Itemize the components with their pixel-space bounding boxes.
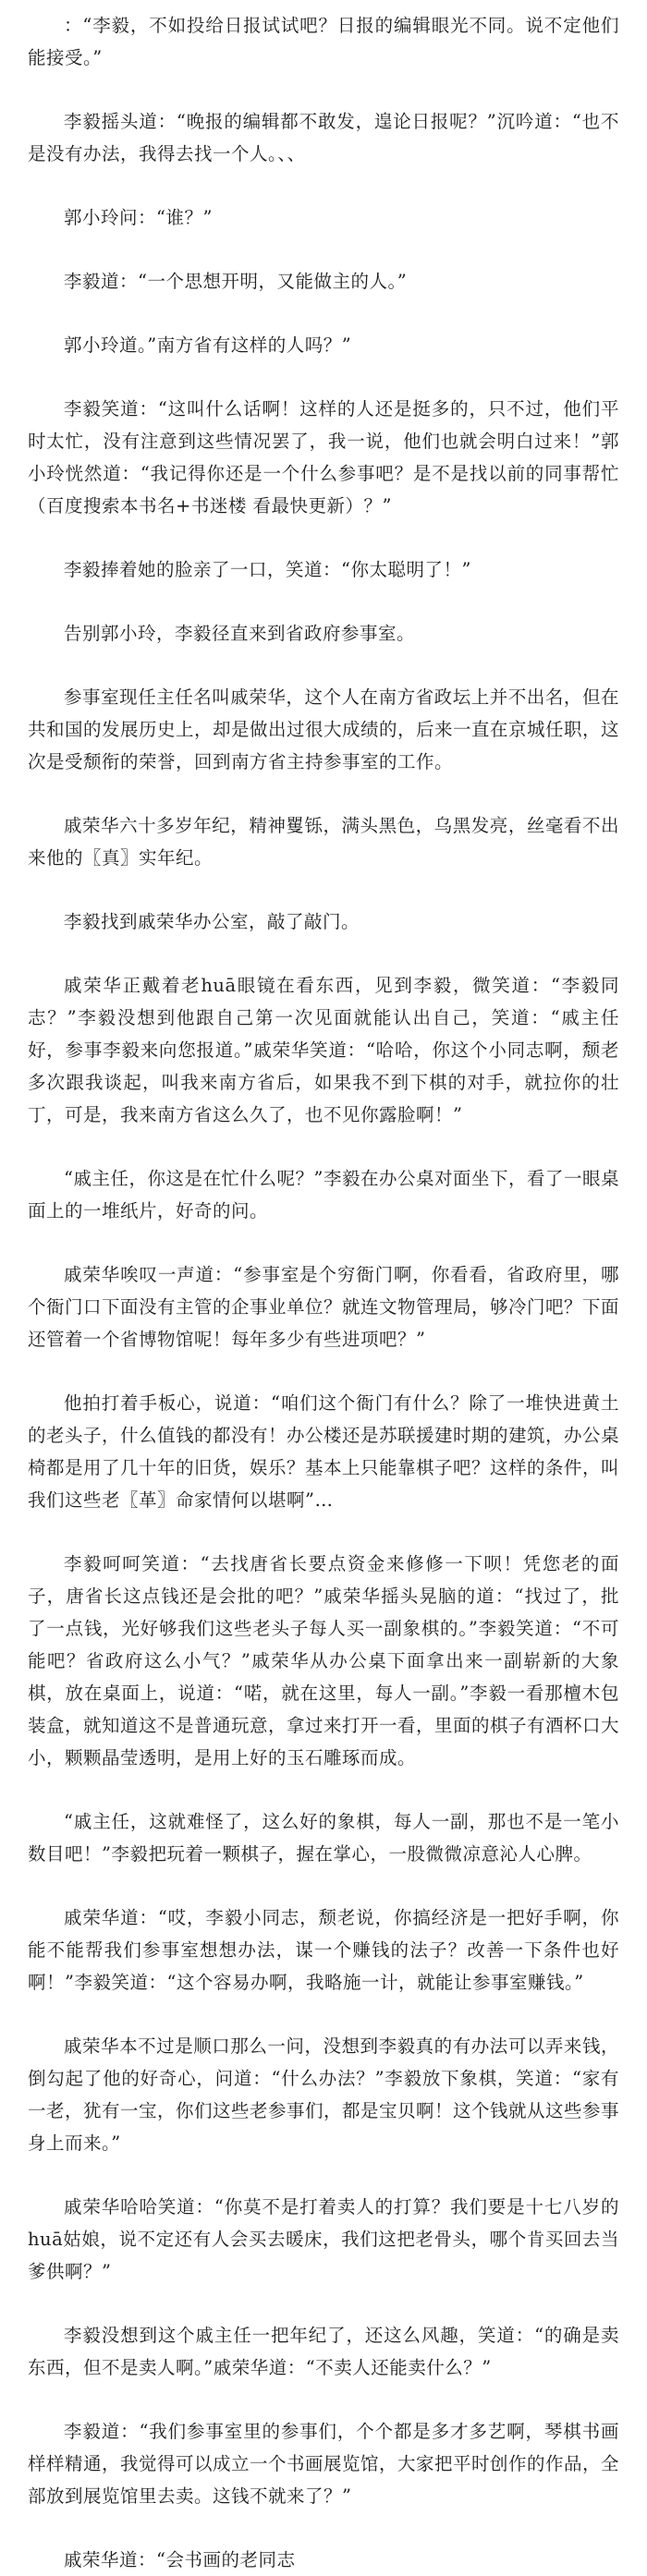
paragraph: 李毅摇头道：“晚报的编辑都不敢发，遑论日报呢？”沉吟道：“也不是没有办法，我得去找一个人。、、 (28, 111, 619, 164)
paragraph: 戚荣华道：“会书画的老同志 (64, 2549, 296, 2570)
paragraph: 告别郭小玲，李毅径直来到省政府参事室。 (64, 623, 416, 644)
paragraph: 参事室现任主任名叫戚荣华，这个人在南方省政坛上并不出名，但在共和国的发展历史上，却是做出过很大成绩的，后来一直在京城任职，这次是受颓衔的荣誉，回到南方省主持参事室的工作。 (28, 687, 620, 772)
paragraph: 李毅道：“我们参事室里的参事们，个个都是多才多艺啊，琴棋书画样样精通，我觉得可以成立一个书画展览馆，大家把平时创作的作品，全部放到展览馆里去卖。这钱不就来了？” (28, 2421, 620, 2507)
paragraph: 他拍打着手板心，说道：“咱们这个衙门有什么？除了一堆快进黄土的老头子，什么值钱的都没有！办公楼还是苏联援建时期的建筑，办公桌椅都是用了几十年的旧货，娱乐？基本上只能靠棋子吧？这样的条件，叫我们这些老〖革〗命家情何以堪啊”… (28, 1392, 620, 1511)
paragraph: 戚荣华正戴着老huā眼镜在看东西，见到李毅，微笑道：“李毅同志？”李毅没想到他跟自己第一次见面就能认出自己，笑道：“戚主任好，参事李毅来向您报道。”戚荣华笑道：“哈哈，你这个小同志啊，颓老多次跟我谈起，叫我来南方省后，如果我不到下棋的对手，就拉你的壮丁，可是，我来南方省这么久了，也不见你露脸啊！” (28, 975, 619, 1125)
paragraph: “戚主任，这就难怪了，这么好的象棋，每人一副，那也不是一笔小数目吧！”李毅把玩着一颗棋子，握在掌心，一股微微凉意沁人心脾。 (28, 1811, 619, 1865)
paragraph: 郭小玲问：“谁？” (64, 207, 213, 228)
paragraph: 戚荣华哈哈笑道：“你莫不是打着卖人的打算？我们要是十七八岁的huā姑娘，说不定还有人会买去暖床，我们这把老骨头，哪个肯买回去当爹供啊？” (28, 2196, 619, 2282)
paragraph: 李毅笑道：“这叫什么话啊！这样的人还是挺多的，只不过，他们平时太忙，没有注意到这些情况罢了，我一说，他们也就会明白过来！”郭小玲恍然道：“我记得你还是一个什么参事吧？是不是找以前的同事帮忙（百度搜索本书名+书迷楼 看最快更新）？” (28, 398, 619, 516)
paragraph: 李毅捧着她的脸亲了一口，笑道：“你太聪明了！” (64, 559, 471, 580)
paragraph: 郭小玲道。”南方省有这样的人吗？” (64, 334, 352, 356)
paragraph: 李毅找到戚荣华办公室，敲了敲门。 (64, 911, 360, 932)
paragraph: 戚荣华唉叹一声道：“参事室是个穷衙门啊，你看看，省政府里，哪个衙门口下面没有主管的企事业单位？就连文物管理局，够冷门吧？下面还管着一个省博物馆呢！每年多少有些进项吧？” (28, 1264, 620, 1350)
paragraph: 戚荣华本不过是顺口那么一问，没想到李毅真的有办法可以弄来钱，倒勾起了他的好奇心，问道：“什么办法？”李毅放下象棋，笑道：“家有一老，犹有一宝，你们这些老参事们，都是宝贝啊！这个钱就从这些参事身上而来。” (28, 2035, 620, 2154)
paragraph: 李毅没想到这个戚主任一把年纪了，还这么风趣，笑道：“的确是卖东西，但不是卖人啊。”戚荣华道：“不卖人还能卖什么？” (28, 2325, 619, 2378)
paragraph: 李毅呵呵笑道：“去找唐省长要点资金来修修一下呗！凭您老的面子，唐省长这点钱还是会批的吧？”戚荣华摇头晃脑的道：“找过了，批了一点钱，光好够我们这些老头子每人买一副象棋的。”李毅笑道：“不可能吧？省政府这么小气？”戚荣华从办公桌下面拿出来一副崭新的大象棋，放在桌面上，说道：“喏，就在这里，每人一副。”李毅一看那檀木包装盒，就知道这不是普通玩意，拿过来打开一看，里面的棋子有酒杯口大小，颗颗晶莹透明，是用上好的玉石雕琢而成。 (28, 1553, 620, 1768)
paragraph: ：“李毅，不如投给日报试试吧？日报的编辑眼光不同。说不定他们能接受。” (28, 15, 619, 68)
paragraph: 戚荣华道：“哎，李毅小同志，颓老说，你搞经济是一把好手啊，你能不能帮我们参事室想想办法，谋一个赚钱的法子？改善一下条件也好啊！”李毅笑道：“这个容易办啊，我略施一计，就能让参事室赚钱。” (28, 1907, 619, 1993)
paragraph: 李毅道：“一个思想开明，又能做主的人。” (64, 271, 408, 292)
paragraph: 戚荣华六十多岁年纪，精神矍铄，满头黑色，乌黑发亮，丝毫看不出来他的〖真〗实年纪。 (28, 815, 619, 869)
paragraph: “戚主任，你这是在忙什么呢？”李毅在办公桌对面坐下，看了一眼桌面上的一堆纸片，好奇的问。 (28, 1168, 619, 1221)
